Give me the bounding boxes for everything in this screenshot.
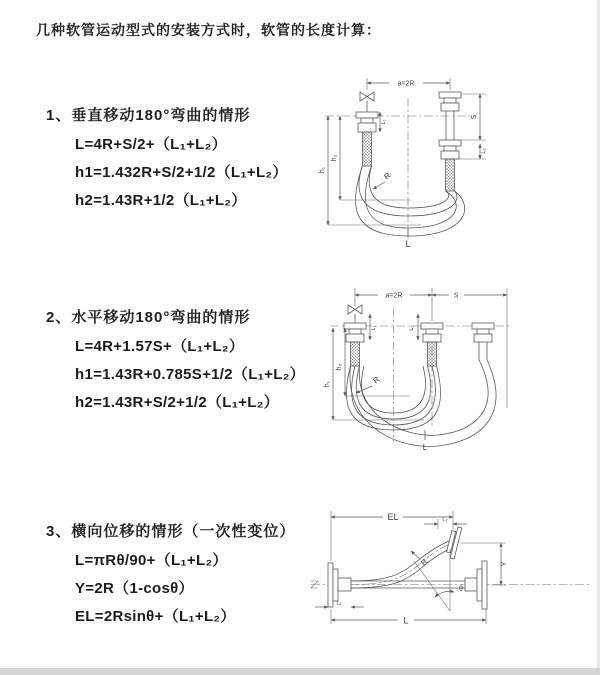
center-fitting (421, 323, 443, 366)
dim-label-l1: L₁ (381, 119, 387, 125)
braided-hose-section (446, 159, 455, 191)
dim-label-y: Y (501, 561, 508, 567)
right-fitting (472, 323, 494, 360)
diagram-horizontal-bend (306, 280, 598, 460)
formula-line: Y=2R（1-cosθ） (75, 580, 194, 597)
length-label: L (422, 443, 428, 452)
dim-s (432, 293, 507, 300)
dim-label-s: S (453, 292, 459, 300)
dim-label-el: EL (387, 512, 399, 522)
length-callout (405, 228, 410, 249)
formula-line: h1=1.432R+S/2+1/2（L₁+L₂） (75, 164, 288, 181)
braided-hose-section (428, 342, 437, 366)
section-2-formulas (75, 333, 305, 417)
dim-label-h2: h₂ (336, 363, 343, 371)
right-flange (465, 561, 487, 609)
formula-line: L=πRθ/90+（L₁+L₂） (75, 552, 228, 569)
dim-width-a2r (355, 293, 432, 300)
dim-label-l2: L₂ (442, 517, 448, 523)
dim-label-l1: L₁ (336, 600, 342, 607)
dim-label-a2r: a=2R (385, 292, 403, 300)
upper-flange (445, 526, 461, 559)
dim-l2 (409, 314, 418, 340)
dim-label-l1: L₁ (371, 325, 377, 331)
radius-label: R (382, 170, 393, 182)
dim-l (331, 609, 486, 626)
left-fitting (344, 323, 366, 366)
formula-line: h2=1.43R+1/2（L₁+L₂） (75, 192, 247, 209)
valve-icon (348, 305, 362, 323)
formula-line: h1=1.43R+0.785S+1/2（L₁+L₂） (75, 366, 305, 383)
section-3-formulas (75, 547, 295, 631)
dim-label-l2: L₂ (481, 148, 487, 154)
formula-line: EL=2Rsinθ+（L₁+L₂） (75, 608, 236, 625)
radius-label: R (419, 557, 430, 568)
length-callout (423, 430, 428, 452)
length-label: L (405, 239, 411, 249)
section-horizontal-bend (46, 306, 305, 417)
dim-l2 (457, 144, 487, 159)
section-3-heading: 3、横向位移的情形（一次性变位） (46, 523, 296, 540)
left-fitting (356, 112, 378, 166)
section-lateral-shift (46, 520, 295, 631)
section-vertical-bend (46, 104, 288, 215)
dim-h1 (324, 328, 424, 420)
formula-line: h2=1.43R+S/2+1/2（L₁+L₂） (75, 394, 280, 411)
dim-l1 (380, 112, 387, 132)
right-fitting (439, 92, 461, 191)
braided-hose-section (363, 132, 372, 166)
dim-label-a2r: a=2R (397, 80, 415, 88)
dim-label-h2: h₂ (331, 154, 338, 162)
diagram-vertical-bend (303, 70, 598, 255)
dim-label-l2: L₂ (409, 325, 415, 331)
diagram-lateral-shift (298, 503, 600, 648)
dim-l2 (424, 517, 467, 529)
dim-width-a2r (367, 78, 450, 90)
formula-line: L=4R+S/2+（L₁+L₂） (75, 136, 227, 153)
formula-line: L=4R+1.57S+（L₁+L₂） (75, 338, 245, 355)
dim-el (331, 511, 453, 561)
dim-label-h1: h₁ (319, 166, 326, 174)
dim-s (461, 94, 486, 140)
dim-label-s: S (471, 114, 478, 120)
section-2-heading: 2、水平移动180°弯曲的情形 (46, 309, 251, 326)
radius-callout (411, 551, 430, 567)
dim-label-h1: h₁ (324, 380, 331, 388)
dim-l1 (315, 601, 364, 608)
section-1-formulas (75, 131, 288, 215)
valve-icon (360, 92, 374, 112)
section-1-heading: 1、垂直移动180°弯曲的情形 (46, 107, 251, 124)
dim-l1 (370, 314, 377, 340)
radius-label: R (371, 374, 382, 386)
dim-label-l: L (403, 615, 409, 626)
braided-hose-section (351, 342, 360, 366)
angle-label: θ (459, 586, 463, 593)
radius-callout (373, 171, 393, 189)
scan-edge (0, 668, 600, 675)
hose-u-arcs-position2 (350, 360, 496, 446)
page-title: 几种软管运动型式的安装方式时，软管的长度计算： (36, 22, 381, 38)
